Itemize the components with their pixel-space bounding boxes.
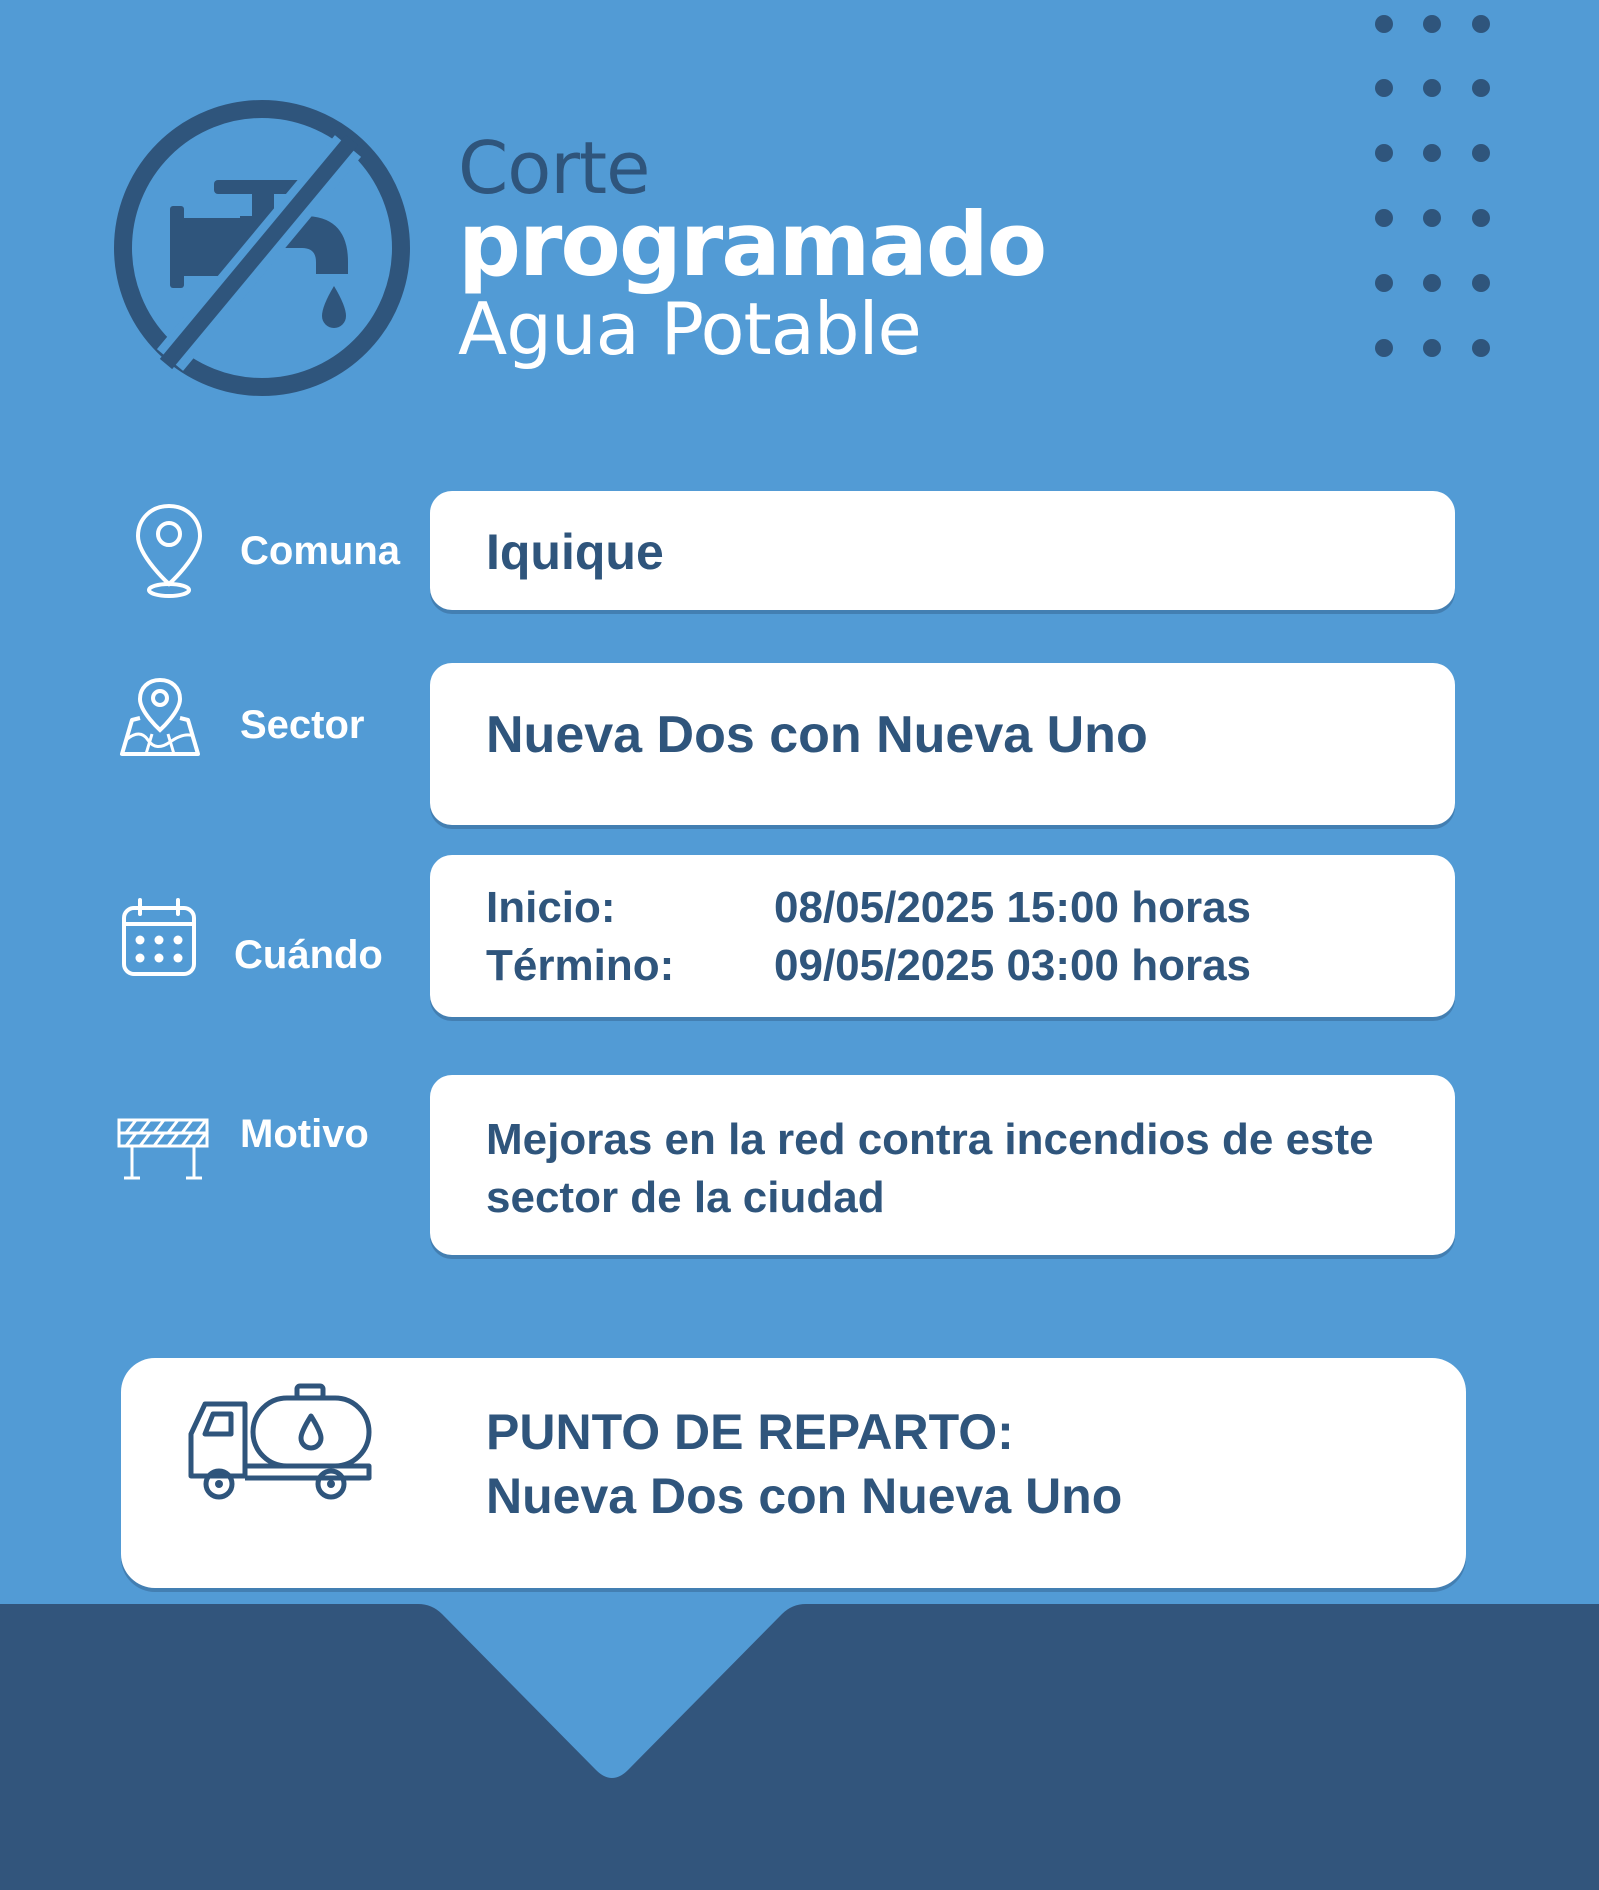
schedule	[486, 879, 1251, 995]
sector-card	[430, 663, 1455, 825]
dots-pattern	[1364, 14, 1514, 360]
motivo-card	[430, 1075, 1455, 1255]
inicio-value: 08/05/2025 15:00 horas	[774, 883, 1252, 932]
reparto-value: Nueva Dos con Nueva Uno	[486, 1468, 1123, 1524]
title-line-1: Corte	[458, 126, 650, 210]
cuando-label: Cuándo	[234, 933, 383, 977]
termino-value: 09/05/2025 03:00 horas	[774, 941, 1252, 990]
cuando-card	[430, 855, 1455, 1017]
termino-label: Término:	[486, 941, 675, 990]
footer-band	[0, 1604, 1599, 1890]
reparto-text	[486, 1400, 1122, 1528]
location-pin-icon	[132, 500, 206, 602]
page-title	[458, 128, 1045, 372]
sector-value: Nueva Dos con Nueva Uno	[486, 706, 1148, 764]
water-truck-icon	[185, 1380, 375, 1502]
sector-label: Sector	[240, 703, 365, 747]
motivo-label: Motivo	[240, 1112, 369, 1156]
motivo-value: Mejoras en la red contra incendios de este sector de la ciudad	[486, 1115, 1374, 1222]
comuna-label: Comuna	[240, 529, 400, 573]
title-line-3: Agua Potable	[458, 287, 921, 371]
title-line-2: programado	[458, 193, 1046, 296]
termino-row	[486, 937, 1251, 995]
road-barrier-icon	[116, 1116, 210, 1182]
inicio-label: Inicio:	[486, 883, 616, 932]
inicio-row	[486, 879, 1251, 937]
no-water-tap-icon	[112, 98, 412, 398]
reparto-card	[121, 1358, 1466, 1588]
calendar-icon	[120, 898, 198, 978]
map-pin-icon	[118, 676, 202, 758]
comuna-value: Iquique	[486, 524, 664, 580]
comuna-card	[430, 491, 1455, 610]
reparto-title: PUNTO DE REPARTO:	[486, 1404, 1014, 1460]
